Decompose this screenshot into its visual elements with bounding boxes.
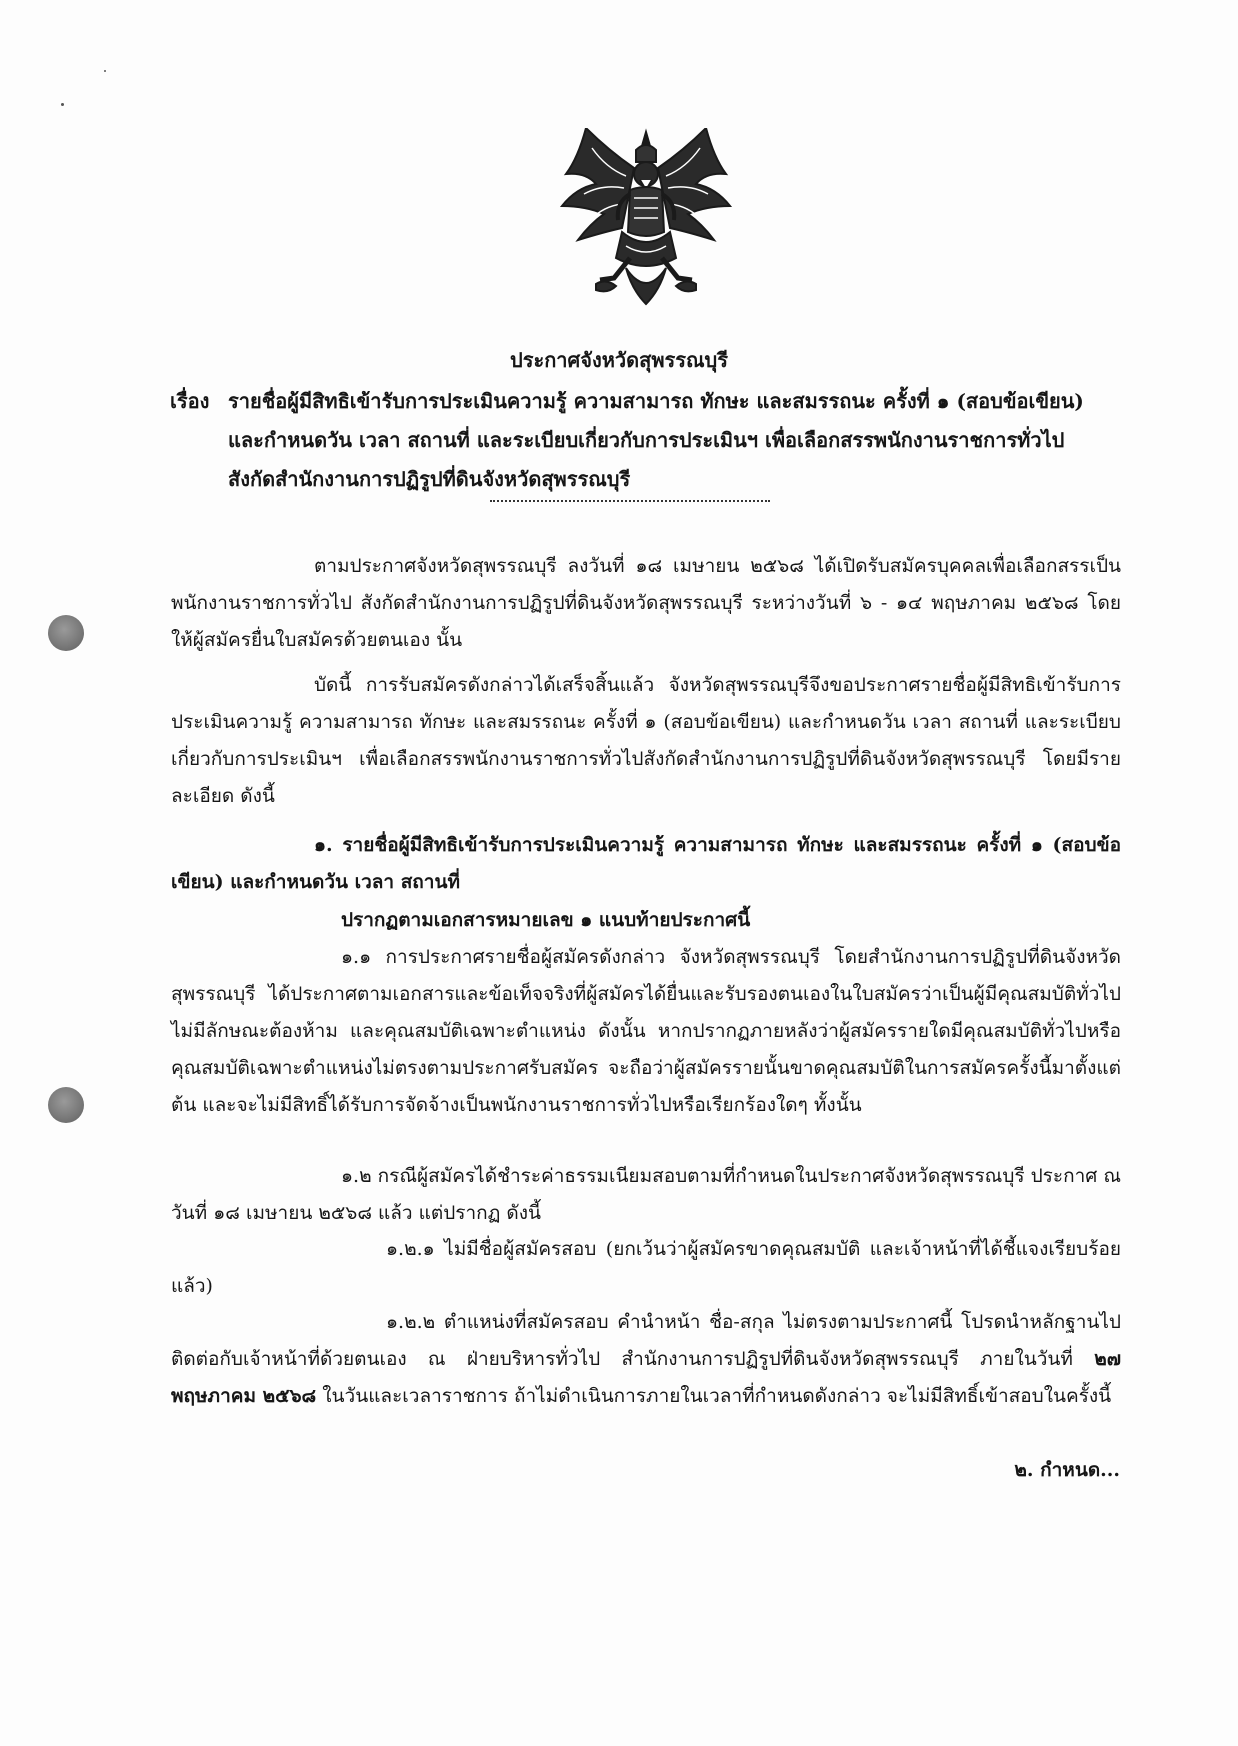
item-1-2-1 (171, 1231, 1121, 1305)
paragraph-intro (171, 548, 1121, 659)
item-1-2-2-text-b: ในวันและเวลาราชการ ถ้าไม่ดำเนินการภายในเวลาที่กำหนดดังกล่าว จะไม่มีสิทธิ์เข้าสอบในครั้งนี้ (322, 1385, 1112, 1407)
paragraph-announcement-text: บัดนี้ การรับสมัครดังกล่าวได้เสร็จสิ้นแล้ว จังหวัดสุพรรณบุรีจึงขอประกาศรายชื่อผู้มีสิทธิเข้ารับการประเมินความรู้ ความสามารถ ทักษะ และสมรรถนะ ครั้งที่ ๑ (สอบข้อเขียน) และกำหนดวัน เวลา สถานที่ และระเบียบเกี่ยวกับการประเมินฯ เพื่อเลือกสรรพนักงานราชการทั่วไปสังกัดสำนักงานการปฏิรูปที่ดินจังหวัดสุพรรณบุรี โดยมีรายละเอียด ดังนี้ (171, 674, 1121, 807)
announcement-title: ประกาศจังหวัดสุพรรณบุรี (510, 348, 728, 372)
next-page-note: ๒. กำหนด... (1014, 1459, 1120, 1481)
section-1-heading (171, 827, 1121, 901)
item-1-2 (171, 1158, 1121, 1232)
section-1-note-text: ปรากฏตามเอกสารหมายเลข ๑ แนบท้ายประกาศนี้ (341, 909, 751, 931)
item-1-1-text: ๑.๑ การประกาศรายชื่อผู้สมัครดังกล่าว จังหวัดสุพรรณบุรี โดยสำนักงานการปฏิรูปที่ดินจังหวัดสุพรรณบุรี ได้ประกาศตามเอกสารและข้อเท็จจริงที่ผู้สมัครได้ยื่นและรับรองตนเองในใบสมัครว่าเป็นผู้มีคุณสมบัติทั่วไป ไม่มีลักษณะต้องห้าม และคุณสมบัติเฉพาะตำแหน่ง ดังนั้น หากปรากฏภายหลังว่าผู้สมัครรายใดมีคุณสมบัติทั่วไปหรือคุณสมบัติเฉพาะตำแหน่งไม่ตรงตามประกาศรับสมัคร จะถือว่าผู้สมัครรายนั้นขาดคุณสมบัติในการสมัครครั้งนี้มาตั้งแต่ต้น และจะไม่มีสิทธิ์ได้รับการจัดจ้างเป็นพนักงานราชการทั่วไปหรือเรียกร้องใดๆ ทั้งนั้น (171, 946, 1121, 1116)
deadline-date: ๒๗ พฤษภาคม ๒๕๖๘ (171, 1348, 1122, 1407)
subject-text (228, 382, 1128, 499)
subject-line: รายชื่อผู้มีสิทธิเข้ารับการประเมินความรู้ ความสามารถ ทักษะ และสมรรถนะ ครั้งที่ ๑ (สอบข้อเขียน) (228, 389, 1084, 413)
paragraph-intro-text: ตามประกาศจังหวัดสุพรรณบุรี ลงวันที่ ๑๘ เมษายน ๒๕๖๘ ได้เปิดรับสมัครบุคคลเพื่อเลือกสรรเป็นพนักงานราชการทั่วไป สังกัดสำนักงานการปฏิรูปที่ดินจังหวัดสุพรรณบุรี ระหว่างวันที่ ๖ - ๑๔ พฤษภาคม ๒๕๖๘ โดยให้ผู้สมัครยื่นใบสมัครด้วยตนเอง นั้น (171, 555, 1121, 651)
subject-line: สังกัดสำนักงานการปฏิรูปที่ดินจังหวัดสุพรรณบุรี (228, 467, 631, 491)
subject-label: เรื่อง (170, 389, 210, 413)
subject-line: และกำหนดวัน เวลา สถานที่ และระเบียบเกี่ยวกับการประเมินฯ เพื่อเลือกสรรพนักงานราชการทั่วไป (228, 428, 1065, 452)
scan-speck (104, 70, 106, 72)
item-1-1 (171, 939, 1121, 1124)
item-1-2-2 (171, 1304, 1121, 1415)
scan-speck (61, 103, 64, 106)
dotted-divider (490, 500, 770, 502)
item-1-2-text: ๑.๒ กรณีผู้สมัครได้ชำระค่าธรรมเนียมสอบตามที่กำหนดในประกาศจังหวัดสุพรรณบุรี ประกาศ ณ วันที่ ๑๘ เมษายน ๒๕๖๘ แล้ว แต่ปรากฏ ดังนี้ (171, 1165, 1121, 1224)
item-1-2-1-text: ๑.๒.๑ ไม่มีชื่อผู้สมัครสอบ (ยกเว้นว่าผู้สมัครขาดคุณสมบัติ และเจ้าหน้าที่ได้ชี้แจงเรียบร้อยแล้ว) (171, 1238, 1121, 1297)
item-1-2-2-text-a: ๑.๒.๒ ตำแหน่งที่สมัครสอบ คำนำหน้า ชื่อ-สกุล ไม่ตรงตามประกาศนี้ โปรดนำหลักฐานไปติดต่อกับเจ้าหน้าที่ด้วยตนเอง ณ ฝ่ายบริหารทั่วไป สำนักงานการปฏิรูปที่ดินจังหวัดสุพรรณบุรี ภายในวันที่ (171, 1311, 1121, 1370)
garuda-emblem-icon (556, 128, 736, 308)
punch-hole (48, 1087, 84, 1123)
section-1-heading-text: ๑. รายชื่อผู้มีสิทธิเข้ารับการประเมินความรู้ ความสามารถ ทักษะ และสมรรถนะ ครั้งที่ ๑ (สอบข้อเขียน) และกำหนดวัน เวลา สถานที่ (171, 834, 1121, 893)
punch-hole (48, 615, 84, 651)
section-1-note (171, 902, 1238, 939)
paragraph-announcement (171, 667, 1121, 815)
